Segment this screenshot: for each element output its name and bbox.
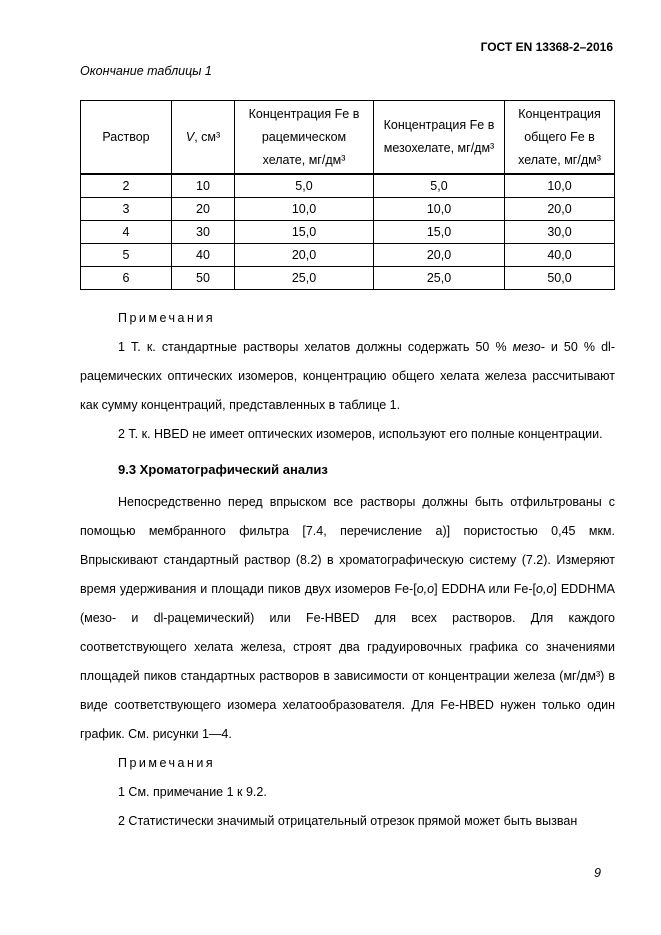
note-2: 2 Т. к. HBED не имеет оптических изомеров, используют его полные концентрации. (118, 427, 603, 441)
section-paragraph-part-a: Непосредственно перед впрыском все растворы должны быть отфильтрованы с помощью мембранного фильтра [7.4, перечисление а)] пористостью 0,45 мкм. Впрыскивают стандартный раствор (8.2) в хроматографическую систему (7.2). Измеряют время удерживания и площади пиков двух изомеров Fe-[ (80, 495, 615, 596)
cell-solution: 3 (81, 198, 172, 221)
cell-racemic: 5,0 (235, 174, 374, 198)
header-volume-unit: , см³ (194, 129, 221, 144)
table-row (81, 267, 615, 290)
cell-meso: 20,0 (374, 244, 505, 267)
section-title: 9.3 Хроматографический анализ (118, 462, 328, 477)
notes-title: Примечания (118, 311, 216, 325)
note-1-italic: мезо- (512, 340, 545, 354)
cell-meso: 25,0 (374, 267, 505, 290)
section-paragraph (80, 488, 615, 749)
notes-title-2: Примечания (118, 756, 216, 770)
cell-racemic: 25,0 (235, 267, 374, 290)
cell-meso: 10,0 (374, 198, 505, 221)
section-paragraph-part-b: ] EDDHA или Fe-[ (434, 582, 536, 596)
note-2-1: 1 См. примечание 1 к 9.2. (118, 785, 267, 799)
table-header-row (81, 101, 615, 175)
section-paragraph-part-c: ] EDDHMA (мезо- и dl-рацемический) или Fe-HBED для всех растворов. Для каждого соответствующего хелата железа, строят два градуировочных графика со значениями площадей пиков стандартных растворов в зависимости от концентрации железа (мг/дм³) в виде соответствующего изомера хелатообразователя. Для Fe-HBED нужен только один график. См. рисунки 1—4. (80, 582, 615, 741)
page-number: 9 (594, 866, 601, 880)
note-1-part-b: и 50 % dl-рацемических оптических изомеров, концентрацию общего хелата железа рассчитывают как сумму концентраций, представленных в таблице 1. (80, 340, 615, 412)
note-2-2: 2 Статистически значимый отрицательный отрезок прямой может быть вызван (118, 814, 578, 828)
cell-racemic: 10,0 (235, 198, 374, 221)
section-paragraph-italic-1: o,o (416, 582, 435, 596)
cell-total: 50,0 (505, 267, 615, 290)
cell-total: 10,0 (505, 174, 615, 198)
data-table (80, 100, 615, 290)
cell-volume: 20 (172, 198, 235, 221)
header-volume-var: V (185, 129, 195, 144)
table-row (81, 221, 615, 244)
cell-racemic: 15,0 (235, 221, 374, 244)
table-row (81, 244, 615, 267)
cell-solution: 5 (81, 244, 172, 267)
cell-solution: 2 (81, 174, 172, 198)
header-meso-conc: Концентрация Fe в мезохелате, мг/дм³ (374, 101, 505, 175)
table-caption: Окончание таблицы 1 (80, 64, 212, 78)
cell-volume: 30 (172, 221, 235, 244)
cell-meso: 15,0 (374, 221, 505, 244)
cell-solution: 4 (81, 221, 172, 244)
cell-total: 30,0 (505, 221, 615, 244)
cell-volume: 10 (172, 174, 235, 198)
header-solution: Раствор (81, 101, 172, 175)
section-paragraph-italic-2: o,o (536, 582, 554, 596)
table-row (81, 174, 615, 198)
header-total-conc: Концентрация общего Fe в хелате, мг/дм³ (505, 101, 615, 175)
header-volume (172, 101, 235, 175)
cell-volume: 40 (172, 244, 235, 267)
cell-meso: 5,0 (374, 174, 505, 198)
cell-total: 20,0 (505, 198, 615, 221)
notes-block-1 (80, 304, 615, 449)
cell-volume: 50 (172, 267, 235, 290)
cell-racemic: 20,0 (235, 244, 374, 267)
page-header-standard: ГОСТ EN 13368-2–2016 (480, 40, 613, 54)
cell-solution: 6 (81, 267, 172, 290)
note-1 (80, 333, 615, 420)
table-row (81, 198, 615, 221)
cell-total: 40,0 (505, 244, 615, 267)
section-body (80, 488, 615, 836)
note-1-part-a: 1 Т. к. стандартные растворы хелатов должны содержать 50 % (118, 340, 513, 354)
header-racemic-conc: Концентрация Fe в рацемическом хелате, мг/дм³ (235, 101, 374, 175)
